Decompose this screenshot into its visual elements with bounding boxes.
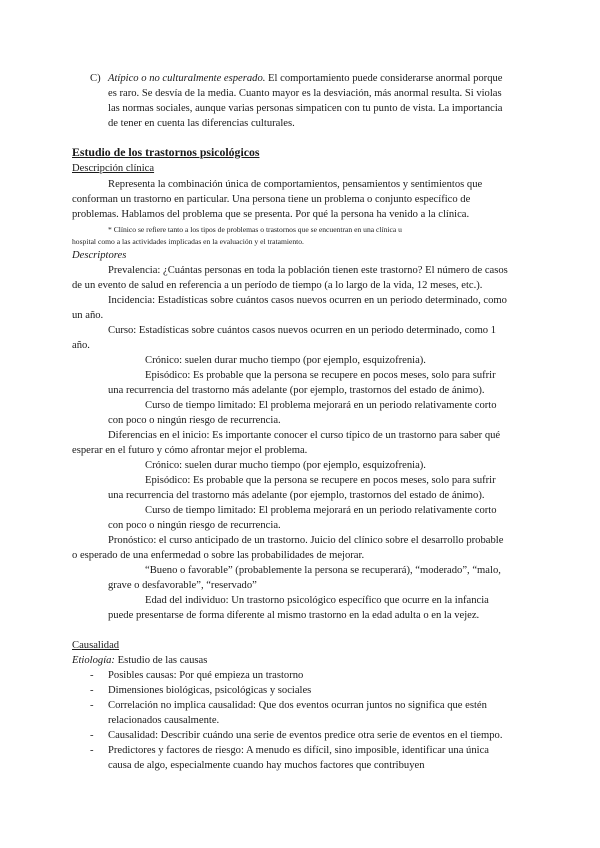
subsection-heading: Descriptores xyxy=(72,250,127,261)
list-item: Dimensiones biológicas, psicológicas y sociales xyxy=(108,685,312,696)
emphasis-text: Atípico o no culturalmente esperado. xyxy=(108,73,266,84)
bullet-marker: - xyxy=(90,670,94,681)
emphasis-text: Etiología: xyxy=(72,655,115,666)
paragraph-line: conforman un trastorno en particular. Una persona tiene un problema o conjunto específico de xyxy=(72,194,471,205)
bullet-marker: - xyxy=(90,745,94,756)
list-marker: C) xyxy=(90,73,101,84)
paragraph-line: año. xyxy=(72,340,90,351)
paragraph-line: con poco o ningún riesgo de recurrencia. xyxy=(108,415,281,426)
paragraph-line xyxy=(72,654,207,667)
paragraph-line: Curso: Estadísticas sobre cuántos casos nuevos ocurren en un periodo determinado, como 1 xyxy=(108,325,497,336)
paragraph-line: Episódico: Es probable que la persona se recupere en pocos meses, solo para sufrir xyxy=(145,370,496,381)
paragraph-line: una recurrencia del trastorno más adelante (por ejemplo, trastornos del estado de ánimo). xyxy=(108,385,485,396)
section-heading: Estudio de los trastornos psicológicos xyxy=(72,145,260,159)
body-text: Estudio de las causas xyxy=(114,655,208,666)
list-item: Causalidad: Describir cuándo una serie de eventos predice otra serie de eventos en el tiempo. xyxy=(108,730,503,741)
paragraph-line: una recurrencia del trastorno más adelante (por ejemplo, trastornos del estado de ánimo). xyxy=(108,490,485,501)
bullet-marker: - xyxy=(90,700,94,711)
list-item: Posibles causas: Por qué empieza un trastorno xyxy=(108,670,304,681)
paragraph-line: Crónico: suelen durar mucho tiempo (por ejemplo, esquizofrenia). xyxy=(145,355,426,366)
paragraph-line: Representa la combinación única de comportamientos, pensamientos y sentimientos que xyxy=(108,179,483,190)
paragraph-line: Episódico: Es probable que la persona se recupere en pocos meses, solo para sufrir xyxy=(145,475,496,486)
footnote-line: * Clínico se refiere tanto a los tipos de problemas o trastornos que se encuentran en una clínica u xyxy=(108,225,402,234)
body-text: El comportamiento puede considerarse anormal porque xyxy=(265,73,503,84)
paragraph-line: Diferencias en el inicio: Es importante conocer el curso típico de un trastorno para saber qué xyxy=(108,430,501,441)
list-item: Predictores y factores de riesgo: A menudo es difícil, sino imposible, identificar una única xyxy=(108,745,489,756)
paragraph-line: puede presentarse de forma diferente al mismo trastorno en la edad adulta o en la vejez. xyxy=(108,610,480,621)
paragraph-line: con poco o ningún riesgo de recurrencia. xyxy=(108,520,281,531)
paragraph-line: un año. xyxy=(72,310,104,321)
subsection-heading: Descripción clínica xyxy=(72,163,155,174)
list-item-continuation: relacionados causalmente. xyxy=(108,715,220,726)
list-item-continuation: causa de algo, especialmente cuando hay muchos factores que contribuyen xyxy=(108,760,425,771)
subsection-heading: Causalidad xyxy=(72,640,120,651)
paragraph-line: problemas. Hablamos del problema que se presenta. Por qué la persona ha venido a la clínica. xyxy=(72,209,470,220)
list-item: Correlación no implica causalidad: Que dos eventos ocurran juntos no significa que estén xyxy=(108,700,487,711)
paragraph-line: de un evento de salud en referencia a un período de tiempo (a lo largo de la vida, 12 meses, etc.). xyxy=(72,280,483,291)
paragraph-line: “Bueno o favorable” (probablemente la persona se recuperará), “moderado”, “malo, xyxy=(145,565,501,576)
paragraph-line: Edad del individuo: Un trastorno psicológico específico que ocurre en la infancia xyxy=(145,595,489,606)
footnote-line: hospital como a las actividades implicadas en la evaluación y el tratamiento. xyxy=(72,237,304,246)
paragraph-line: grave o desfavorable”, “reservado” xyxy=(108,580,257,591)
paragraph-line: Curso de tiempo limitado: El problema mejorará en un periodo relativamente corto xyxy=(145,400,497,411)
paragraph-line: Incidencia: Estadísticas sobre cuántos casos nuevos ocurren en un periodo determinado, como xyxy=(108,295,507,306)
paragraph-line: o esperado de una enfermedad o sobre las probabilidades de mejorar. xyxy=(72,550,365,561)
paragraph-line: de tener en cuenta las diferencias culturales. xyxy=(108,118,295,129)
paragraph-line: Curso de tiempo limitado: El problema mejorará en un periodo relativamente corto xyxy=(145,505,497,516)
bullet-marker: - xyxy=(90,730,94,741)
bullet-marker: - xyxy=(90,685,94,696)
paragraph-line: las normas sociales, aunque varias personas simpaticen con tu punto de vista. La importancia xyxy=(108,103,503,114)
paragraph-line: Prevalencia: ¿Cuántas personas en toda la población tienen este trastorno? El número de casos xyxy=(108,265,508,276)
paragraph-line: Crónico: suelen durar mucho tiempo (por ejemplo, esquizofrenia). xyxy=(145,460,426,471)
paragraph-line: esperar en el futuro y cómo afrontar mejor el problema. xyxy=(72,445,308,456)
paragraph-line xyxy=(108,72,503,85)
paragraph-line: es raro. Se desvía de la media. Cuanto mayor es la desviación, más anormal resulta. Si violas xyxy=(108,88,502,99)
paragraph-line: Pronóstico: el curso anticipado de un trastorno. Juicio del clínico sobre el desarrollo probable xyxy=(108,535,504,546)
